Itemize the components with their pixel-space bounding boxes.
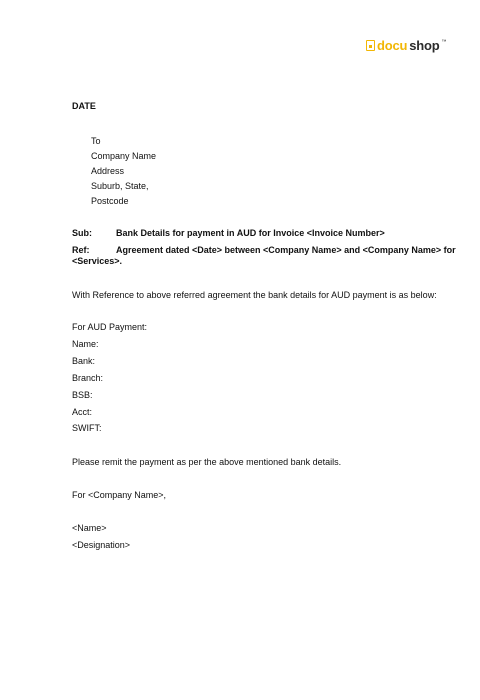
logo-text-shop: shop	[409, 37, 440, 53]
reference-text-continued: <Services>.	[72, 256, 123, 266]
intro-paragraph: With Reference to above referred agreement the bank details for AUD payment is as below:	[72, 290, 437, 300]
letter-date: DATE	[72, 101, 96, 111]
docushop-logo-icon	[366, 40, 375, 51]
docushop-logo	[366, 38, 447, 52]
field-bsb: BSB:	[72, 390, 93, 400]
reference-label: Ref:	[72, 245, 90, 255]
subject-label: Sub:	[72, 228, 92, 238]
logo-trademark: ™	[441, 39, 447, 45]
payment-heading: For AUD Payment:	[72, 322, 148, 332]
field-branch: Branch:	[72, 373, 104, 383]
remit-paragraph: Please remit the payment as per the above mentioned bank details.	[72, 457, 342, 467]
reference-text: Agreement dated <Date> between <Company Name> and <Company Name> for	[116, 245, 456, 255]
subject-text: Bank Details for payment in AUD for Invoice <Invoice Number>	[116, 228, 385, 238]
address-line-company: Company Name	[91, 151, 157, 161]
logo-text-docu: docu	[377, 37, 408, 53]
closing-line: For <Company Name>,	[72, 490, 167, 500]
field-bank: Bank:	[72, 356, 96, 366]
signatory-name: <Name>	[72, 523, 107, 533]
address-line-to: To	[91, 136, 101, 146]
signatory-designation: <Designation>	[72, 540, 131, 550]
field-acct: Acct:	[72, 407, 93, 417]
field-swift: SWIFT:	[72, 423, 102, 433]
address-line-address: Address	[91, 166, 125, 176]
field-name: Name:	[72, 339, 99, 349]
address-line-suburb: Suburb, State,	[91, 181, 149, 191]
address-line-postcode: Postcode	[91, 196, 129, 206]
